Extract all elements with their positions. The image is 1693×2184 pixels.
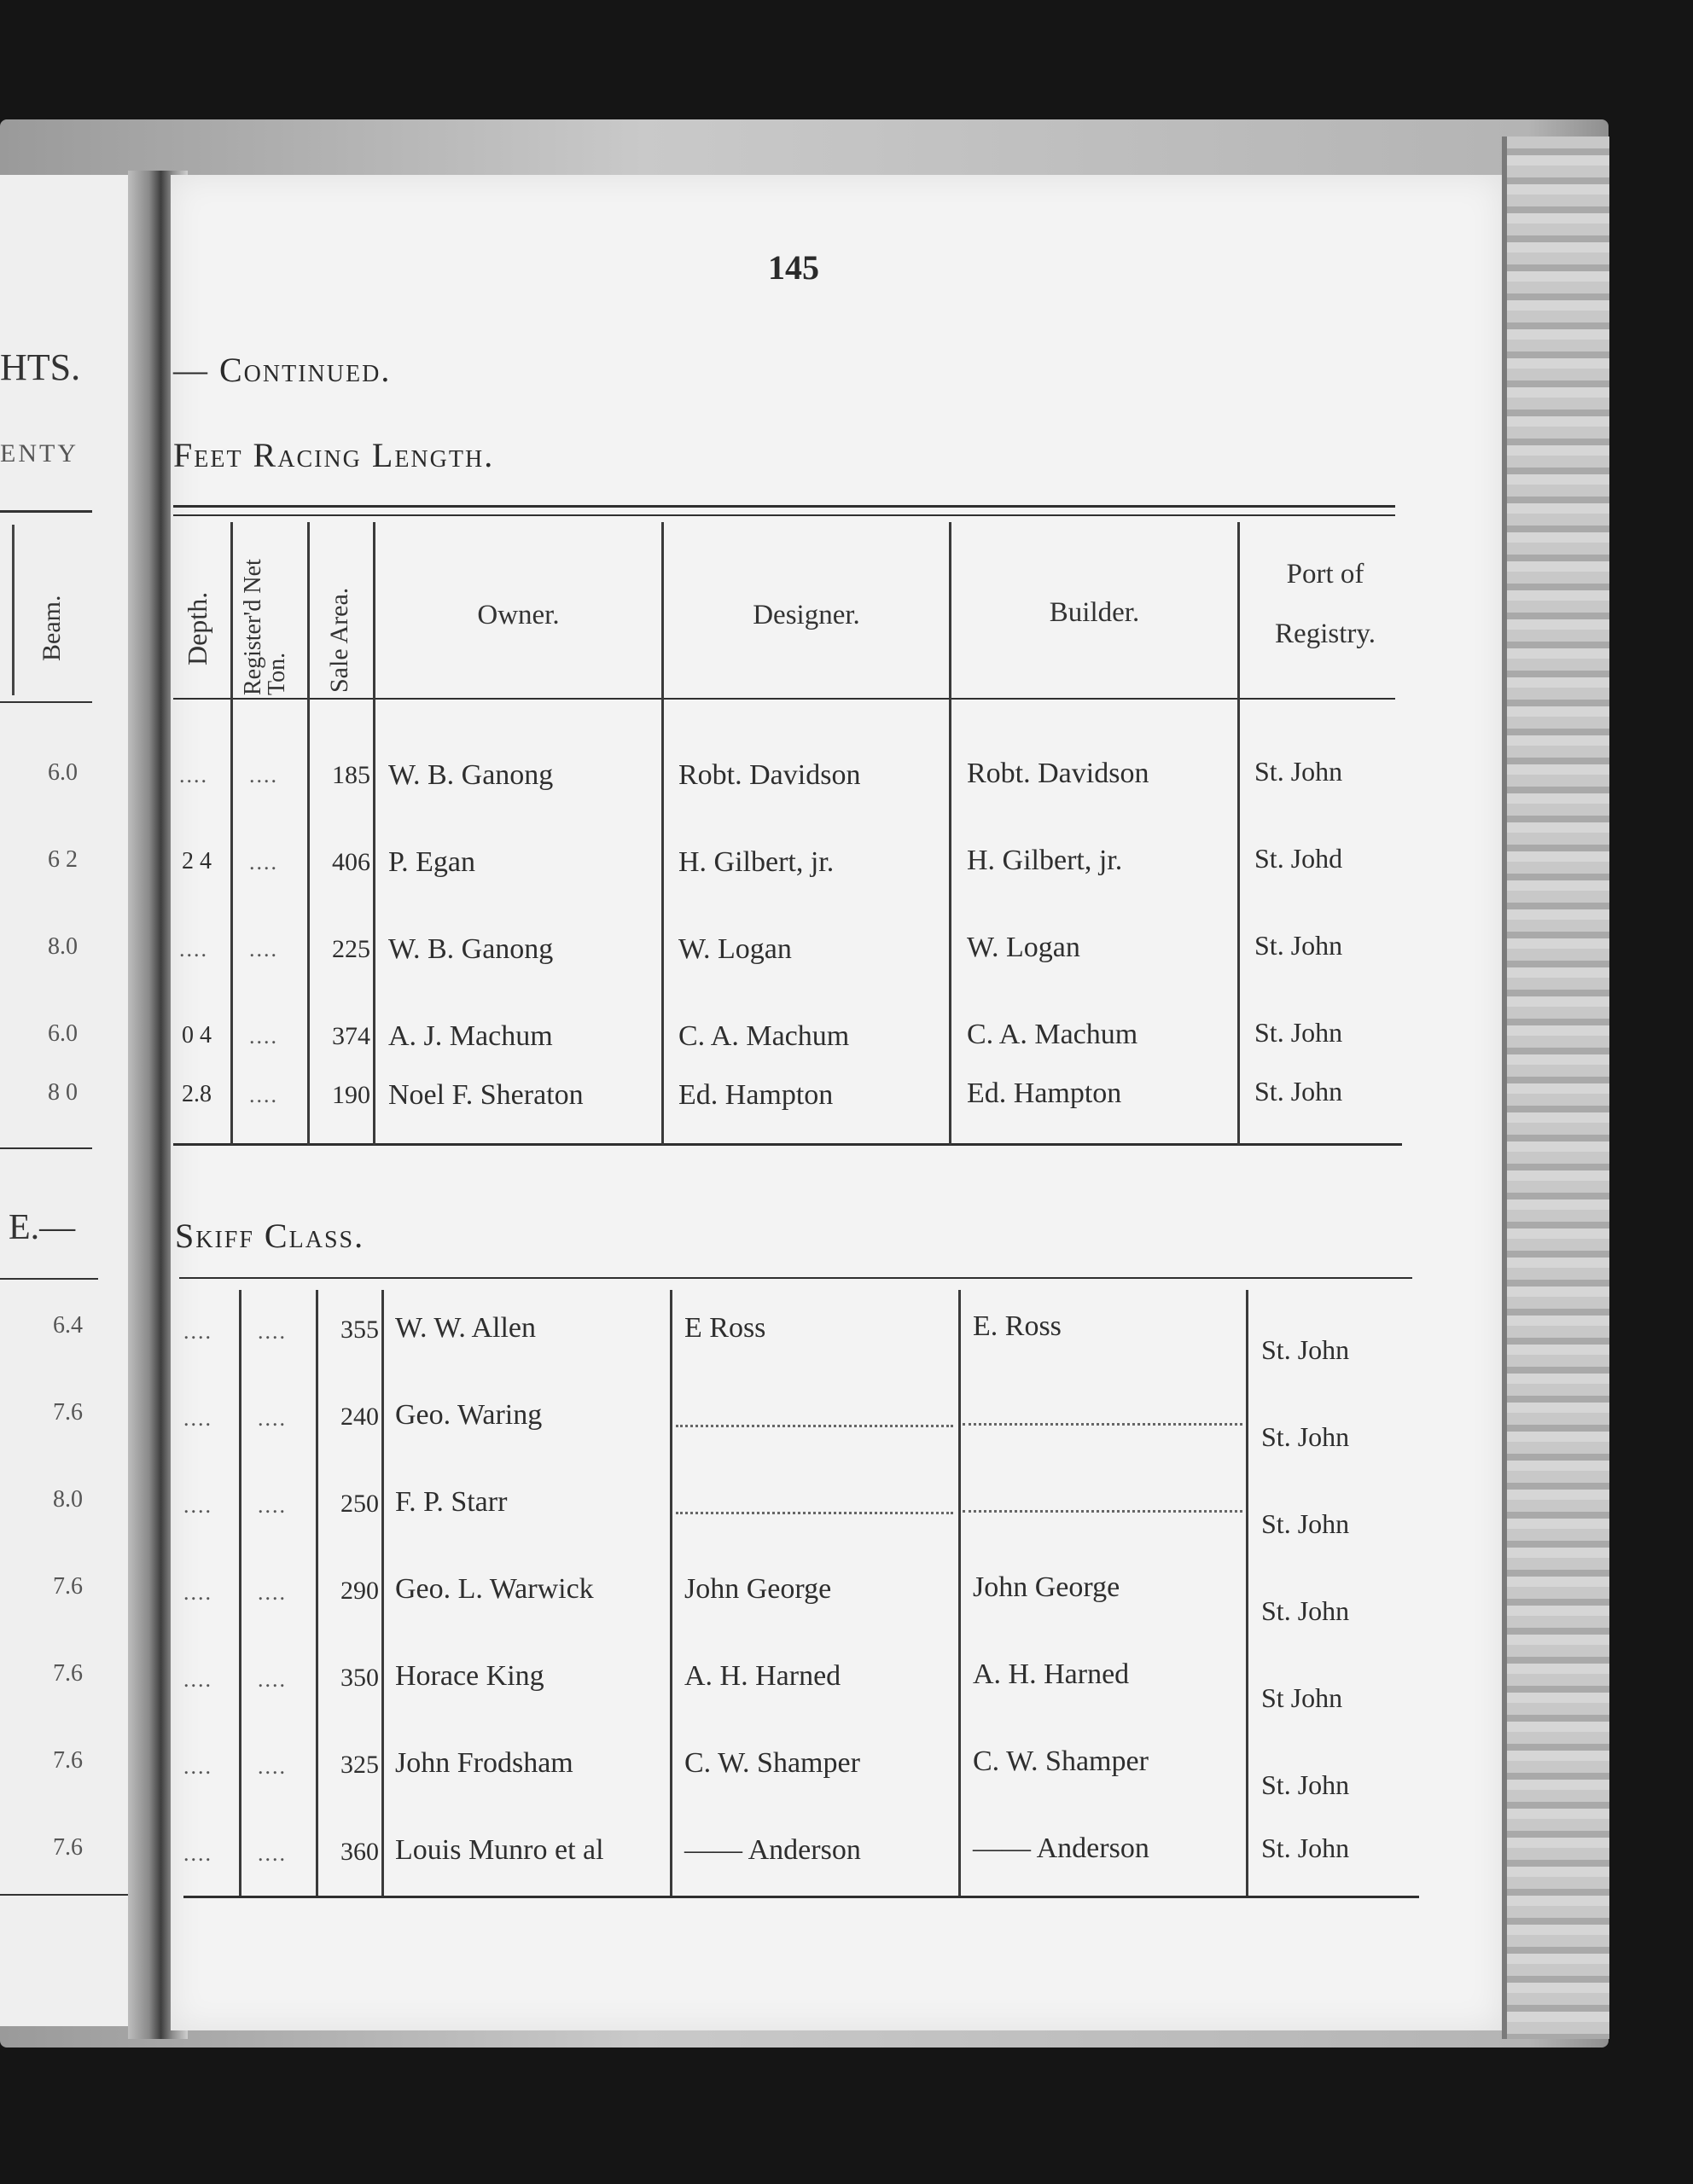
builder-cell: —— Anderson — [973, 1833, 1149, 1864]
net-ton-cell: .... — [258, 1667, 287, 1692]
owner-cell: F. P. Starr — [395, 1486, 508, 1518]
depth-cell: 0 4 — [182, 1022, 212, 1048]
table1-header-rule — [173, 698, 1395, 700]
left-beam-value: 8.0 — [53, 1486, 83, 1513]
builder-blank-leader — [963, 1510, 1242, 1513]
port-cell: St. John — [1261, 1421, 1350, 1452]
left-bottom-rule-2 — [0, 1894, 128, 1896]
left-beam-value: 7.6 — [53, 1834, 83, 1861]
left-section2-rule — [0, 1278, 98, 1280]
net-ton-cell: .... — [258, 1493, 287, 1518]
sale-area-cell: 360 — [340, 1838, 379, 1866]
builder-cell: C. A. Machum — [967, 1019, 1138, 1050]
left-beam-value: 8 0 — [48, 1079, 78, 1106]
owner-cell: Geo. Waring — [395, 1399, 543, 1431]
sale-area-cell: 355 — [340, 1316, 379, 1344]
net-ton-cell: .... — [249, 763, 278, 787]
designer-cell: E Ross — [684, 1312, 766, 1344]
port-cell: St. John — [1254, 1076, 1343, 1107]
left-header-rule — [0, 701, 92, 703]
divider2-depth — [239, 1290, 241, 1896]
header-port-line2: Registry. — [1275, 619, 1376, 649]
net-ton-cell: .... — [249, 937, 278, 961]
owner-cell: W. B. Ganong — [388, 933, 554, 965]
port-cell: St. John — [1254, 1017, 1343, 1048]
page-edges — [1502, 136, 1609, 2039]
designer-cell: Ed. Hampton — [678, 1079, 834, 1111]
sale-area-cell: 406 — [332, 848, 370, 876]
depth-cell: .... — [183, 1754, 212, 1779]
sale-area-cell: 240 — [340, 1403, 379, 1431]
header-depth: Depth. — [182, 591, 212, 665]
designer-blank-leader — [676, 1512, 953, 1514]
designer-cell: H. Gilbert, jr. — [678, 846, 835, 878]
table1-bottom-rule — [173, 1143, 1402, 1146]
divider2-designer — [958, 1290, 961, 1896]
left-beam-value: 7.6 — [53, 1747, 83, 1774]
owner-cell: W. B. Ganong — [388, 759, 554, 791]
header-builder: Builder. — [1049, 597, 1140, 628]
header-designer: Designer. — [753, 600, 860, 630]
divider-netton — [307, 522, 310, 1145]
table1-top-rule-2 — [173, 514, 1395, 516]
port-cell: St. John — [1261, 1334, 1350, 1365]
sale-area-cell: 325 — [340, 1751, 379, 1779]
designer-cell: —— Anderson — [684, 1834, 861, 1866]
owner-cell: A. J. Machum — [388, 1020, 553, 1052]
designer-cell: John George — [684, 1573, 832, 1605]
designer-cell: C. W. Shamper — [684, 1747, 860, 1779]
left-beam-value: 6 2 — [48, 846, 78, 873]
depth-cell: .... — [183, 1580, 212, 1605]
header-port-line1: Port of — [1286, 559, 1364, 590]
builder-cell: Ed. Hampton — [967, 1077, 1122, 1109]
divider2-builder — [1246, 1290, 1248, 1896]
net-ton-cell: .... — [258, 1406, 287, 1431]
sale-area-cell: 350 — [340, 1664, 379, 1692]
sale-area-cell: 290 — [340, 1577, 379, 1605]
page-number: 145 — [768, 248, 819, 287]
depth-cell: .... — [179, 763, 208, 787]
builder-cell: W. Logan — [967, 932, 1080, 963]
sale-area-cell: 374 — [332, 1022, 370, 1050]
left-beam-value: 7.6 — [53, 1399, 83, 1426]
net-ton-cell: .... — [258, 1580, 287, 1605]
owner-cell: Horace King — [395, 1660, 544, 1692]
owner-cell: Noel F. Sheraton — [388, 1079, 584, 1111]
divider2-salearea — [381, 1290, 384, 1896]
builder-cell: Robt. Davidson — [967, 758, 1149, 789]
left-beam-value: 7.6 — [53, 1660, 83, 1687]
left-beam-value: 8.0 — [48, 933, 78, 960]
net-ton-cell: .... — [249, 1083, 278, 1107]
owner-cell: P. Egan — [388, 846, 475, 878]
designer-cell: Robt. Davidson — [678, 759, 861, 791]
sale-area-cell: 185 — [332, 761, 370, 789]
builder-cell: C. W. Shamper — [973, 1745, 1149, 1777]
depth-cell: 2 4 — [182, 848, 212, 874]
header-sale-area: Sale Area. — [325, 587, 353, 693]
port-cell: St. John — [1261, 1508, 1350, 1539]
divider2-netton — [316, 1290, 318, 1896]
left-bottom-rule-1 — [0, 1147, 92, 1149]
depth-cell: .... — [183, 1493, 212, 1518]
table1-top-rule — [173, 505, 1395, 508]
section2-title: Skiff Class. — [175, 1217, 365, 1255]
section1-title: Feet Racing Length. — [173, 436, 495, 474]
owner-cell: W. W. Allen — [395, 1312, 536, 1344]
builder-cell: E. Ross — [973, 1310, 1062, 1342]
net-ton-cell: .... — [258, 1841, 287, 1866]
table2-bottom-rule — [183, 1896, 1419, 1898]
left-top-rule — [0, 510, 92, 513]
depth-cell: .... — [183, 1841, 212, 1866]
port-cell: St. John — [1254, 930, 1343, 961]
net-ton-cell: .... — [258, 1754, 287, 1779]
designer-cell: W. Logan — [678, 933, 792, 965]
left-beam-header: Beam. — [38, 595, 66, 661]
depth-cell: .... — [179, 937, 208, 961]
port-cell: St. John — [1254, 756, 1343, 787]
left-heading-fragment: HTS. — [0, 346, 81, 388]
left-beam-value: 6.4 — [53, 1312, 83, 1339]
header-owner: Owner. — [477, 600, 560, 630]
depth-cell: .... — [183, 1667, 212, 1692]
net-ton-cell: .... — [249, 850, 278, 874]
divider2-owner — [670, 1290, 672, 1896]
depth-cell: 2.8 — [182, 1081, 212, 1107]
designer-cell: A. H. Harned — [684, 1660, 841, 1692]
table2-top-rule — [179, 1277, 1412, 1279]
owner-cell: Geo. L. Warwick — [395, 1573, 594, 1605]
builder-cell: H. Gilbert, jr. — [967, 845, 1123, 876]
owner-cell: Louis Munro et al — [395, 1834, 604, 1866]
owner-cell: John Frodsham — [395, 1747, 573, 1779]
divider-depth — [230, 522, 233, 1145]
builder-cell: A. H. Harned — [973, 1658, 1130, 1690]
left-col-divider — [12, 525, 15, 695]
left-subheading-fragment: ENTY — [0, 439, 79, 468]
left-beam-value: 6.0 — [48, 1020, 78, 1047]
left-beam-value: 7.6 — [53, 1573, 83, 1600]
port-cell: St. John — [1261, 1833, 1350, 1863]
continued-heading: — Continued. — [173, 351, 392, 389]
port-cell: St. John — [1261, 1595, 1350, 1626]
depth-cell: .... — [183, 1406, 212, 1431]
left-beam-value: 6.0 — [48, 759, 78, 786]
port-cell: St John — [1261, 1682, 1343, 1713]
sale-area-cell: 250 — [340, 1490, 379, 1518]
sale-area-cell: 225 — [332, 935, 370, 963]
net-ton-cell: .... — [258, 1319, 287, 1344]
net-ton-cell: .... — [249, 1024, 278, 1048]
depth-cell: .... — [183, 1319, 212, 1344]
left-section2-fragment: E.— — [9, 1208, 76, 1247]
divider-builder — [1237, 522, 1240, 1145]
designer-cell: C. A. Machum — [678, 1020, 850, 1052]
designer-blank-leader — [676, 1425, 953, 1427]
port-cell: St. Johd — [1254, 843, 1343, 874]
builder-cell: John George — [973, 1571, 1120, 1603]
sale-area-cell: 190 — [332, 1081, 370, 1109]
port-cell: St. John — [1261, 1769, 1350, 1800]
builder-blank-leader — [963, 1423, 1242, 1426]
header-net-ton: Register'd Net Ton. — [240, 559, 290, 695]
